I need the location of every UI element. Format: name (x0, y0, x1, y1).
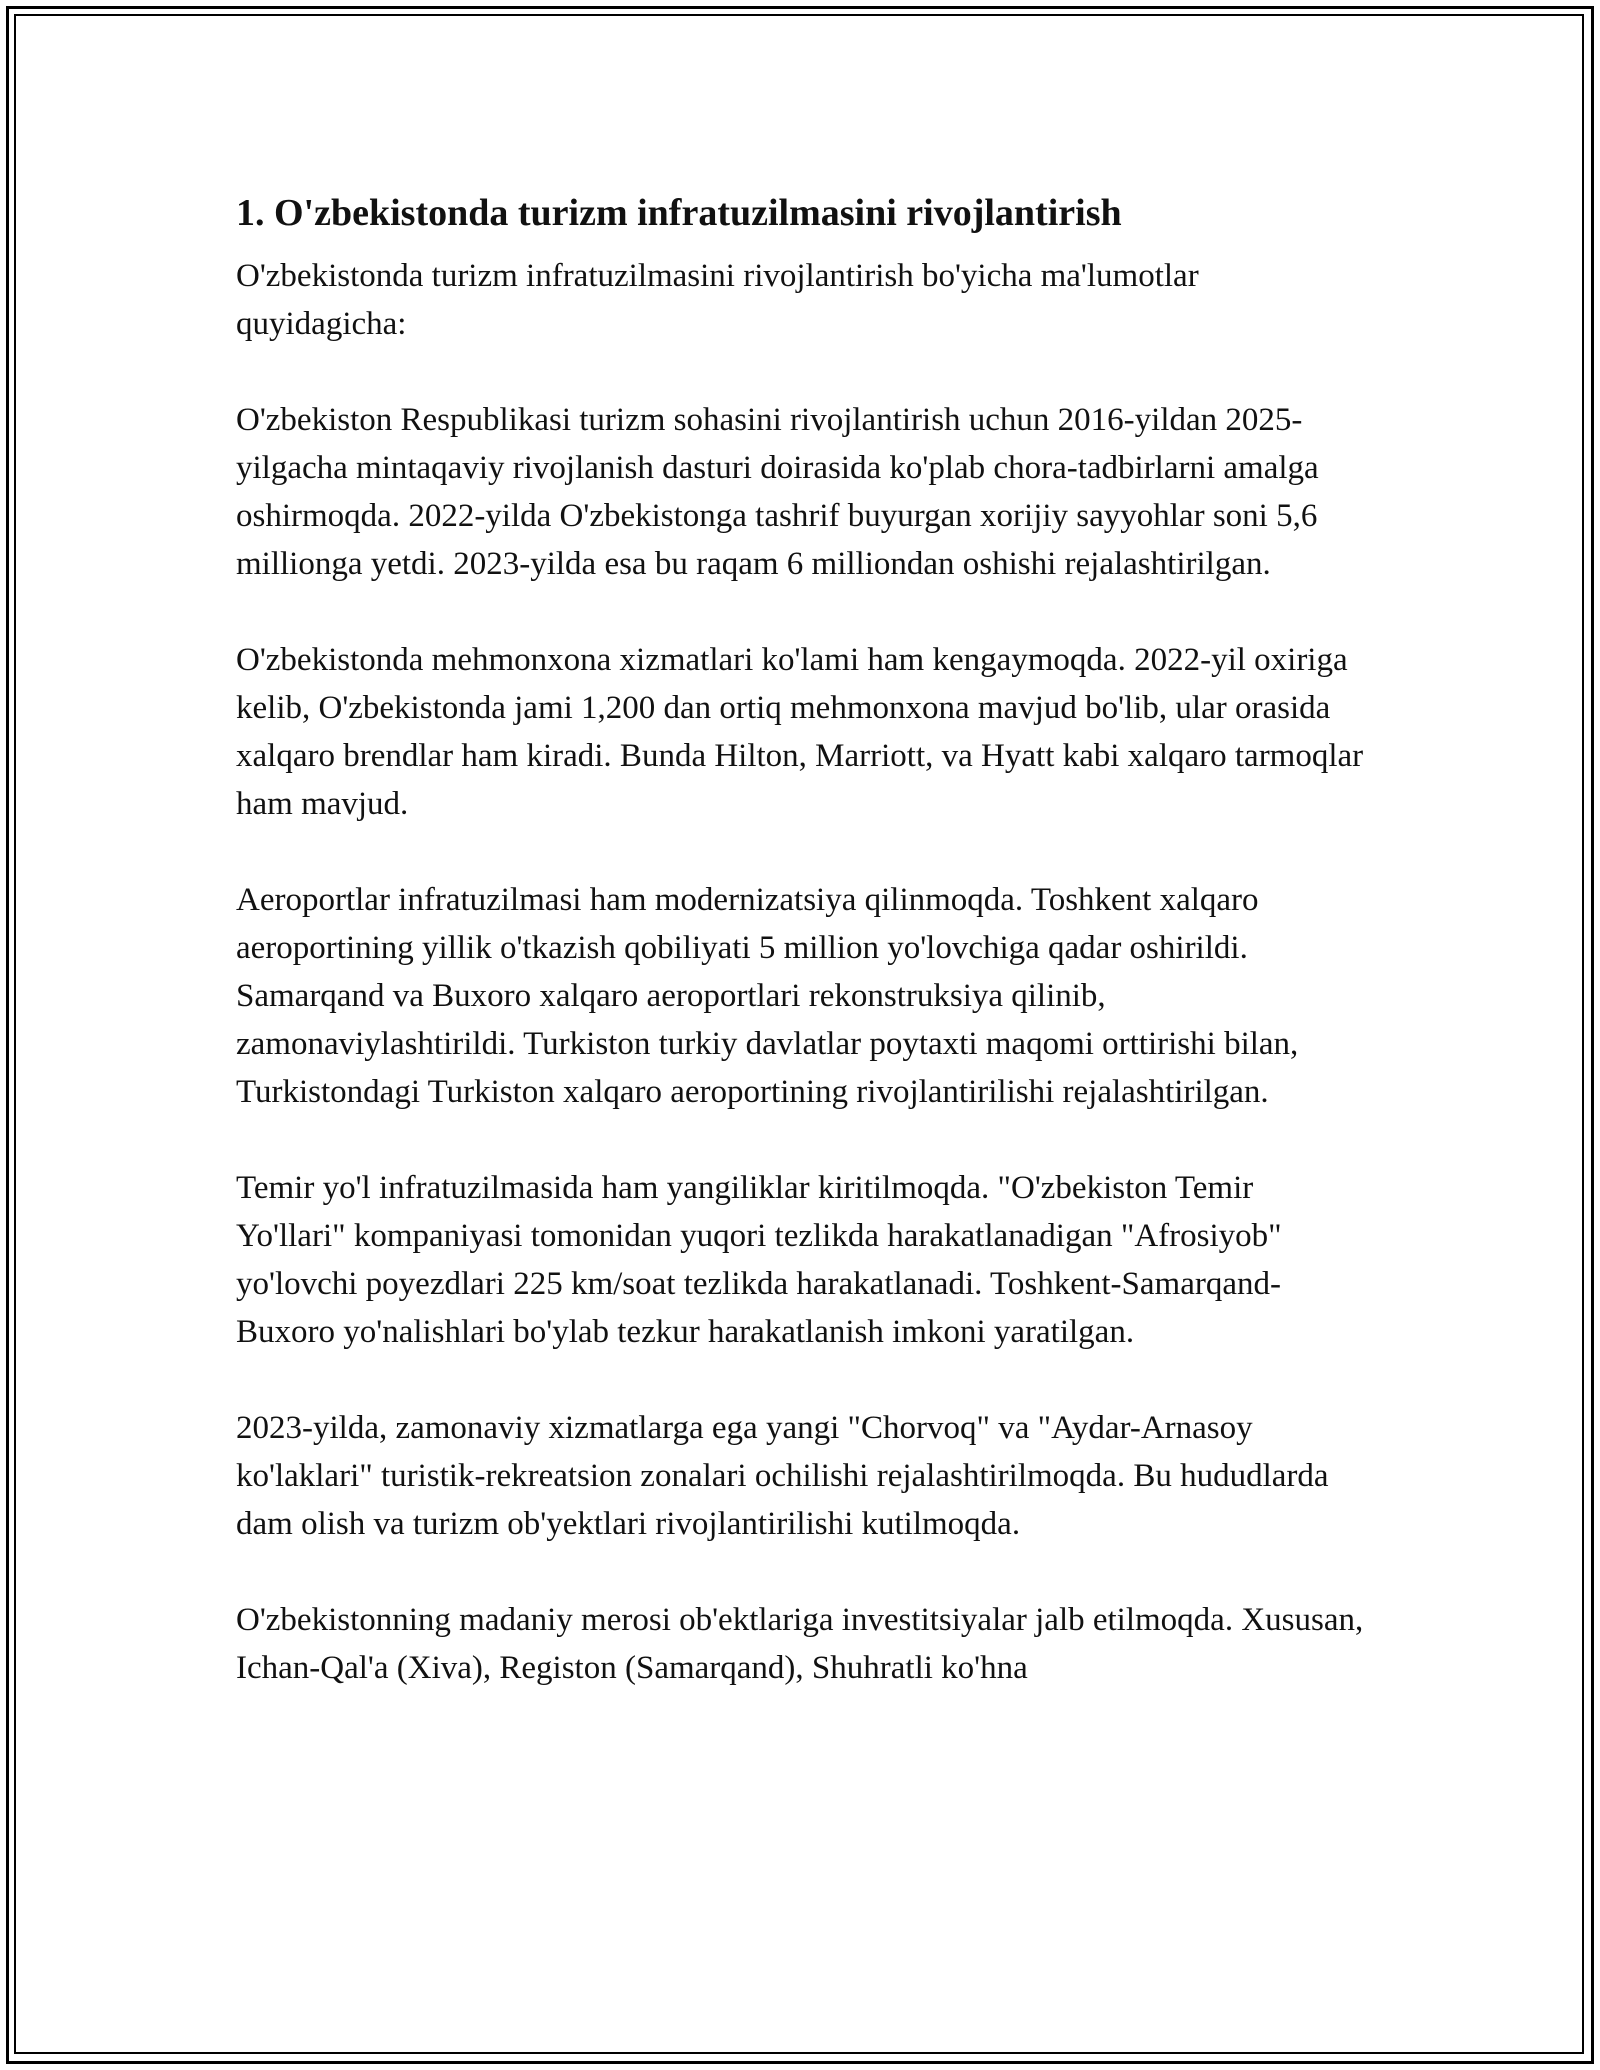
paragraph-tourism-program: O'zbekiston Respublikasi turizm sohasini rivojlantirish uchun 2016-yildan 2025-yilgacha mintaqaviy rivojlanish dasturi doirasida ko'plab chora-tadbirlarni amalga oshirmoqda. 2022-yilda O'zbekistonga tashrif buyurgan xorijiy sayyohlar soni 5,6 millionga yetdi. 2023-yilda esa bu raqam 6 milliondan oshishi rejalashtirilgan. (236, 402, 1319, 582)
document-title: 1. O'zbekistonda turizm infratuzilmasini rivojlantirish (236, 192, 1122, 234)
paragraph-recreation-zones: 2023-yilda, zamonaviy xizmatlarga ega yangi "Chorvoq" va "Aydar-Arnasoy ko'laklari" turistik-rekreatsion zonalari ochilishi rejalashtirilmoqda. Bu hududlarda dam olish va turizm ob'yektlari rivojlantirilishi kutilmoqda. (236, 1410, 1329, 1542)
paragraph-airports: Aeroportlar infratuzilmasi ham modernizatsiya qilinmoqda. Toshkent xalqaro aeroportining yillik o'tkazish qobiliyati 5 million yo'lovchiga qadar oshirildi. Samarqand va Buxoro xalqaro aeroportlari rekonstruksiya qilinib, zamonaviylashtirildi. Turkiston turkiy davlatlar poytaxti maqomi orttirishi bilan, Turkistondagi Turkiston xalqaro aeroportining rivojlantirilishi rejalashtirilgan. (236, 882, 1299, 1110)
paragraph-railways: Temir yo'l infratuzilmasida ham yangiliklar kiritilmoqda. "O'zbekiston Temir Yo'llari" kompaniyasi tomonidan yuqori tezlikda harakatlanadigan "Afrosiyob" yo'lovchi poyezdlari 225 km/soat tezlikda harakatlanadi. Toshkent-Samarqand-Buxoro yo'nalishlari bo'ylab tezkur harakatlanish imkoni yaratilgan. (236, 1170, 1282, 1350)
paragraph-intro: O'zbekistonda turizm infratuzilmasini rivojlantirish bo'yicha ma'lumotlar quyidagicha: (236, 258, 1199, 342)
paragraph-hotels: O'zbekistonda mehmonxona xizmatlari ko'lami ham kengaymoqda. 2022-yil oxiriga kelib, O'zbekistonda jami 1,200 dan ortiq mehmonxona mavjud bo'lib, ular orasida xalqaro brendlar ham kiradi. Bunda Hilton, Marriott, va Hyatt kabi xalqaro tarmoqlar ham mavjud. (236, 642, 1364, 822)
document-body (236, 188, 1366, 1740)
paragraph-cultural-heritage: O'zbekistonning madaniy merosi ob'ektlariga investitsiyalar jalb etilmoqda. Xususan, Ichan-Qal'a (Xiva), Registon (Samarqand), Shuhratli ko'hna (236, 1602, 1364, 1686)
